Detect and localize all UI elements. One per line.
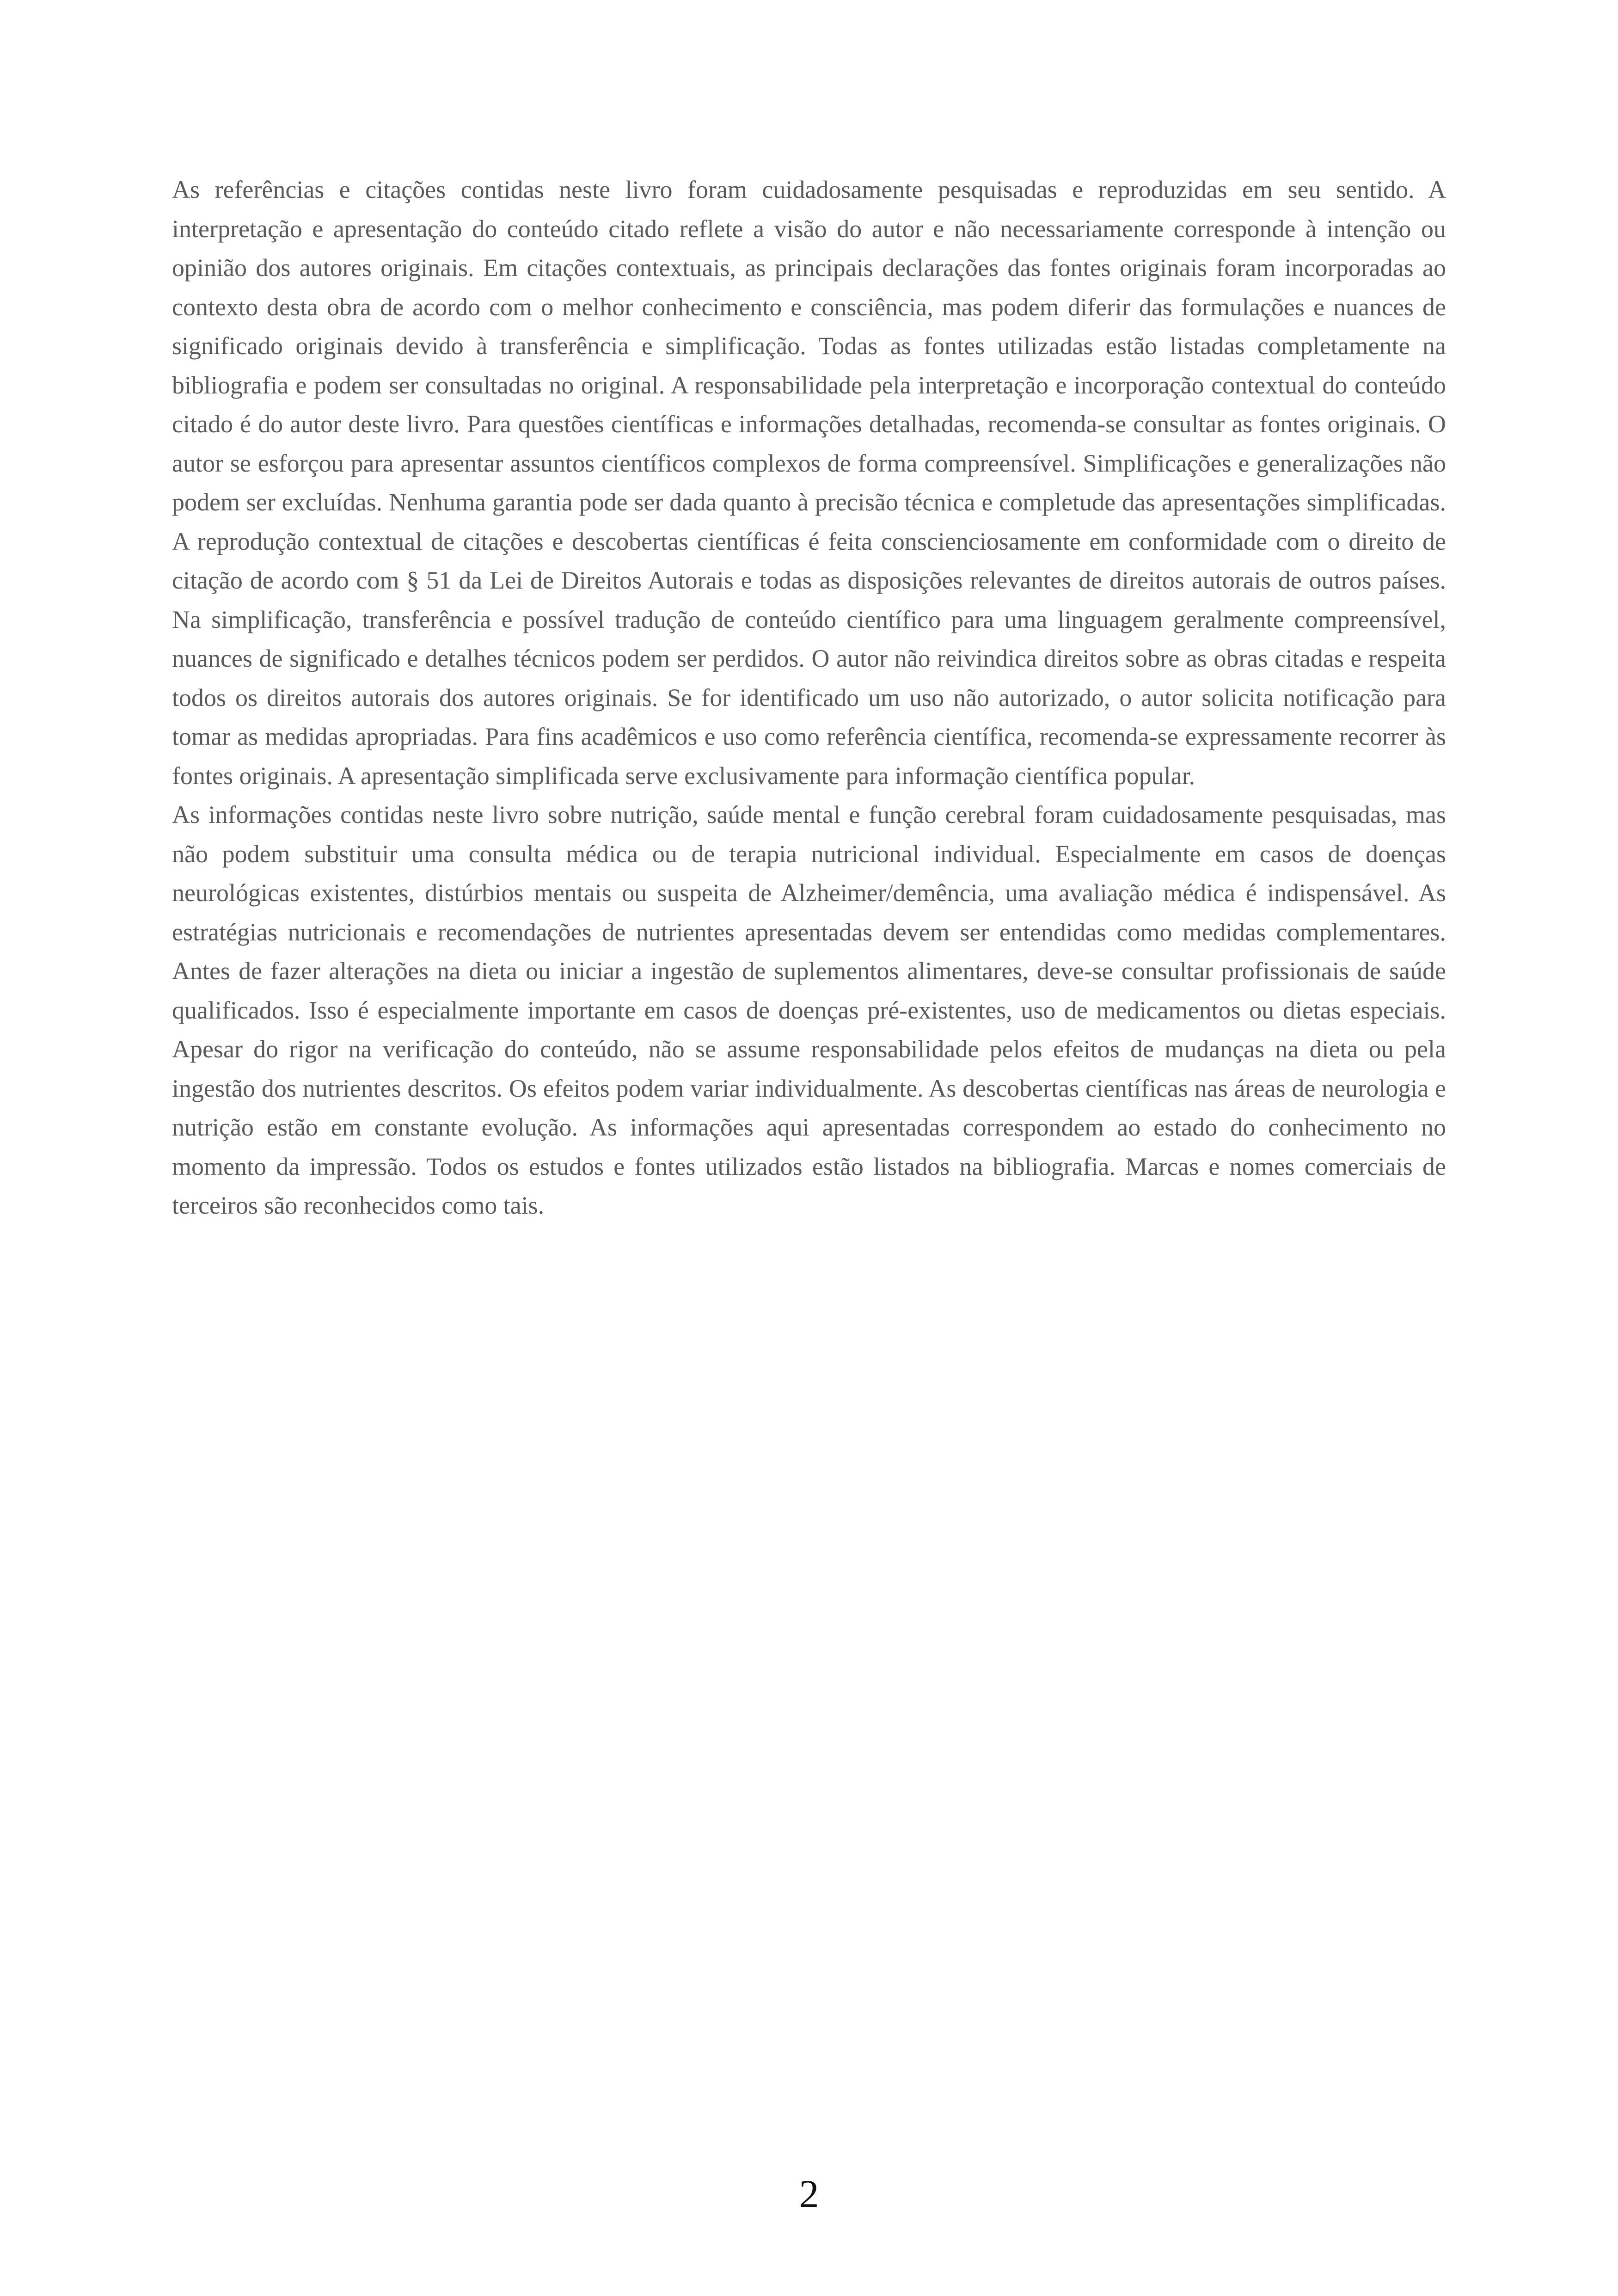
- body-text: [172, 170, 1446, 1225]
- paragraph-health-disclaimer: As informações contidas neste livro sobre nutrição, saúde mental e função cerebral foram cuidadosamente pesquisadas, mas não podem substituir uma consulta médica ou de terapia nutricional individual. Especialmente em casos de doenças neurológicas existentes, distúrbios mentais ou suspeita de Alzheimer/demência, uma avaliação médica é indispensável. As estratégias nutricionais e recomendações de nutrientes apresentadas devem ser entendidas como medidas complementares. Antes de fazer alterações na dieta ou iniciar a ingestão de suplementos alimentares, deve-se consultar profissionais de saúde qualificados. Isso é especialmente importante em casos de doenças pré-existentes, uso de medicamentos ou dietas especiais. Apesar do rigor na verificação do conteúdo, não se assume responsabilidade pelos efeitos de mudanças na dieta ou pela ingestão dos nutrientes descritos. Os efeitos podem variar individualmente. As descobertas científicas nas áreas de neurologia e nutrição estão em constante evolução. As informações aqui apresentadas correspondem ao estado do conhecimento no momento da impressão. Todos os estudos e fontes utilizados estão listados na bibliografia. Marcas e nomes comerciais de terceiros são reconhecidos como tais.: [172, 801, 1446, 1219]
- page-number: 2: [799, 2172, 819, 2216]
- paragraph-citations-disclaimer: As referências e citações contidas neste livro foram cuidadosamente pesquisadas e reproduzidas em seu sentido. A interpretação e apresentação do conteúdo citado reflete a visão do autor e não necessariamente corresponde à intenção ou opinião dos autores originais. Em citações contextuais, as principais declarações das fontes originais foram incorporadas ao contexto desta obra de acordo com o melhor conhecimento e consciência, mas podem diferir das formulações e nuances de significado originais devido à transferência e simplificação. Todas as fontes utilizadas estão listadas completamente na bibliografia e podem ser consultadas no original. A responsabilidade pela interpretação e incorporação contextual do conteúdo citado é do autor deste livro. Para questões científicas e informações detalhadas, recomenda-se consultar as fontes originais. O autor se esforçou para apresentar assuntos científicos complexos de forma compreensível. Simplificações e generalizações não podem ser excluídas. Nenhuma garantia pode ser dada quanto à precisão técnica e completude das apresentações simplificadas. A reprodução contextual de citações e descobertas científicas é feita conscienciosamente em conformidade com o direito de citação de acordo com § 51 da Lei de Direitos Autorais e todas as disposições relevantes de direitos autorais de outros países. Na simplificação, transferência e possível tradução de conteúdo científico para uma linguagem geralmente compreensível, nuances de significado e detalhes técnicos podem ser perdidos. O autor não reivindica direitos sobre as obras citadas e respeita todos os direitos autorais dos autores originais. Se for identificado um uso não autorizado, o autor solicita notificação para tomar as medidas apropriadas. Para fins acadêmicos e uso como referência científica, recomenda-se expressamente recorrer às fontes originais. A apresentação simplificada serve exclusivamente para informação científica popular.: [172, 176, 1446, 790]
